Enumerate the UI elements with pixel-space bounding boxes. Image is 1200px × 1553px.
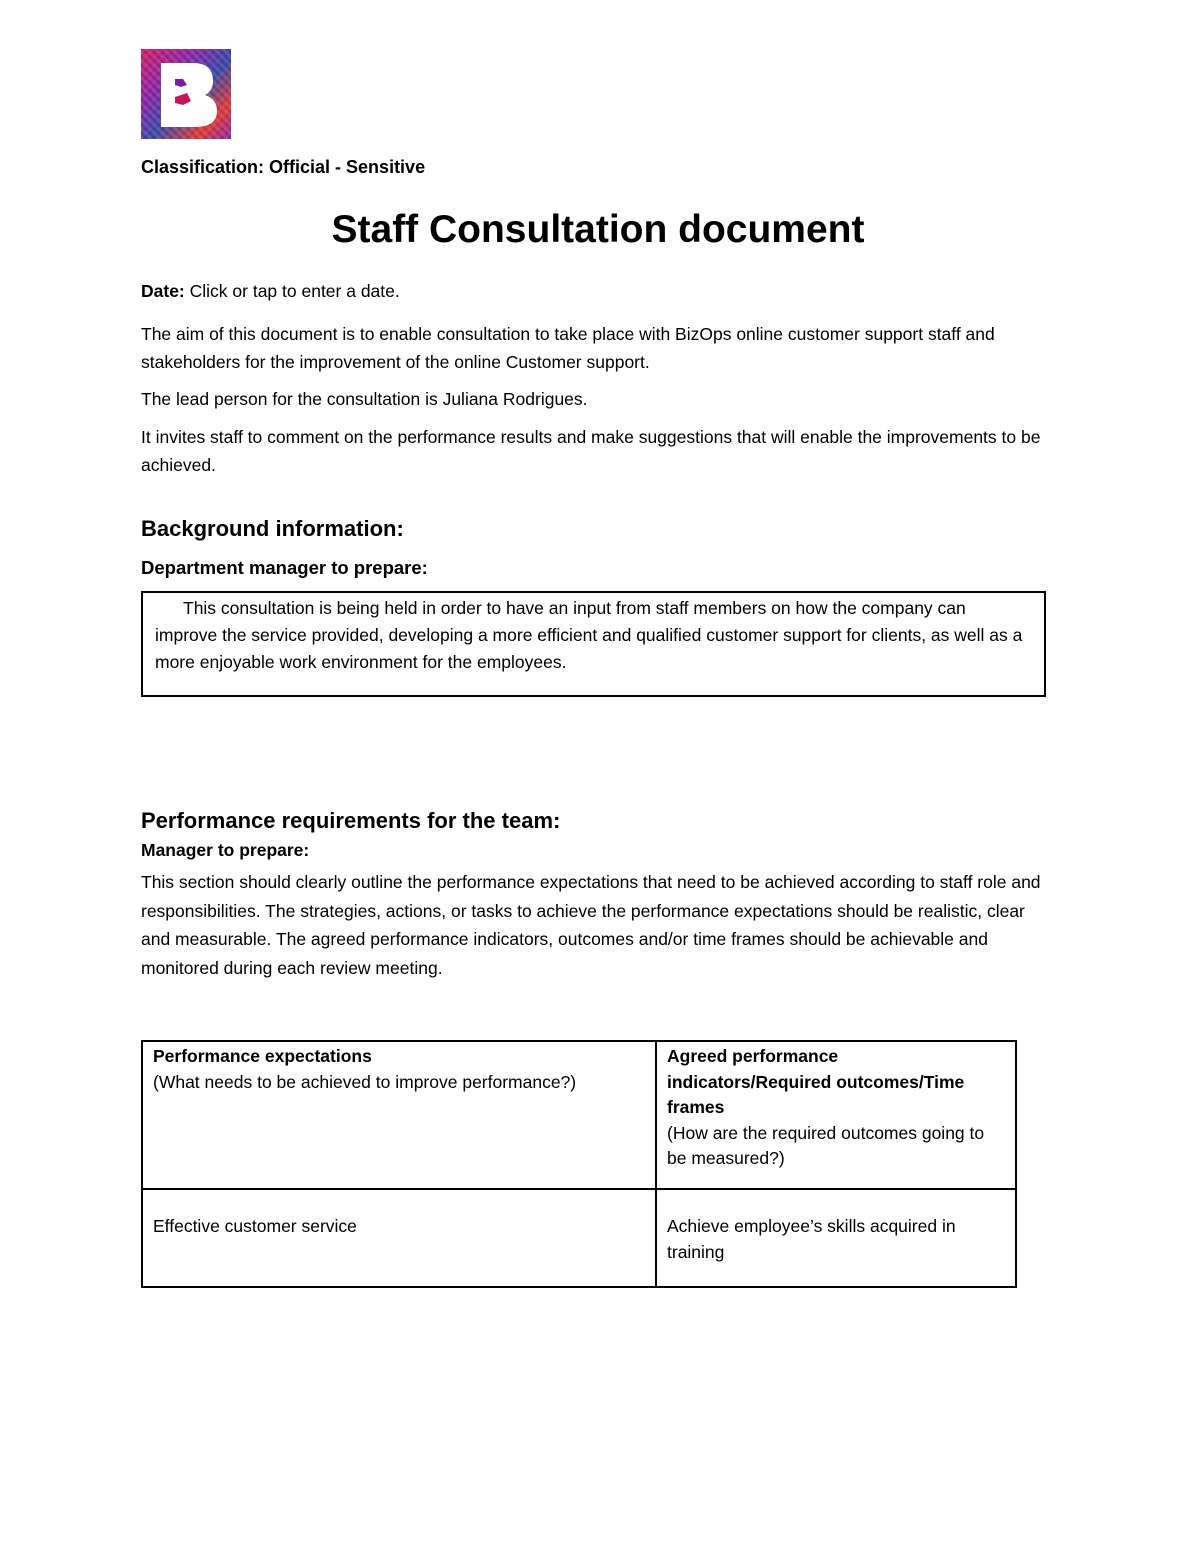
date-row — [141, 278, 400, 306]
table-header-row — [142, 1041, 1016, 1189]
performance-table — [141, 1040, 1017, 1288]
invites-paragraph: It invites staff to comment on the performance results and make suggestions that will enable the improvements to be achieved. — [141, 427, 1041, 475]
b-logo-icon — [141, 49, 231, 139]
header-cell-indicators — [656, 1041, 1016, 1189]
manager-subheading: Manager to prepare: — [141, 840, 310, 860]
company-logo — [141, 49, 231, 139]
header-subtitle: (What needs to be achieved to improve performance?) — [153, 1071, 577, 1092]
header-title: Performance expectations — [153, 1046, 372, 1066]
table-cell[interactable]: Achieve employee’s skills acquired in training — [656, 1189, 1016, 1287]
date-label: Date: — [141, 281, 185, 301]
background-text: This consultation is being held in order to have an input from staff members on how the company can improve the service provided, developing a more efficient and qualified customer support for clients, as well as a more enjoyable work environment for the employees. — [155, 598, 1023, 672]
aim-paragraph: The aim of this document is to enable consultation to take place with BizOps online customer support staff and stakeholders for the improvement of the online Customer support. — [141, 324, 995, 372]
date-field[interactable]: Click or tap to enter a date. — [184, 281, 400, 301]
background-heading: Background information: — [141, 516, 404, 541]
table-cell[interactable]: Effective customer service — [142, 1189, 656, 1287]
header-subtitle: (How are the required outcomes going to be measured?) — [667, 1122, 985, 1168]
classification-label: Classification: Official - Sensitive — [141, 157, 426, 177]
performance-heading: Performance requirements for the team: — [141, 808, 561, 833]
performance-paragraph: This section should clearly outline the performance expectations that need to be achieved according to staff role and responsibilities. The strategies, actions, or tasks to achieve the performance expectations should be realistic, clear and measurable. The agreed performance indicators, outcomes and/or time frames should be achievable and monitored during each review meeting. — [141, 872, 1041, 978]
table-row — [142, 1189, 1016, 1287]
page-title: Staff Consultation document — [331, 208, 865, 251]
department-subheading: Department manager to prepare: — [141, 557, 428, 578]
lead-paragraph: The lead person for the consultation is Juliana Rodrigues. — [141, 389, 588, 409]
background-textbox[interactable] — [141, 591, 1046, 697]
header-cell-expectations — [142, 1041, 656, 1189]
header-title: Agreed performance indicators/Required outcomes/Time frames — [667, 1046, 965, 1117]
